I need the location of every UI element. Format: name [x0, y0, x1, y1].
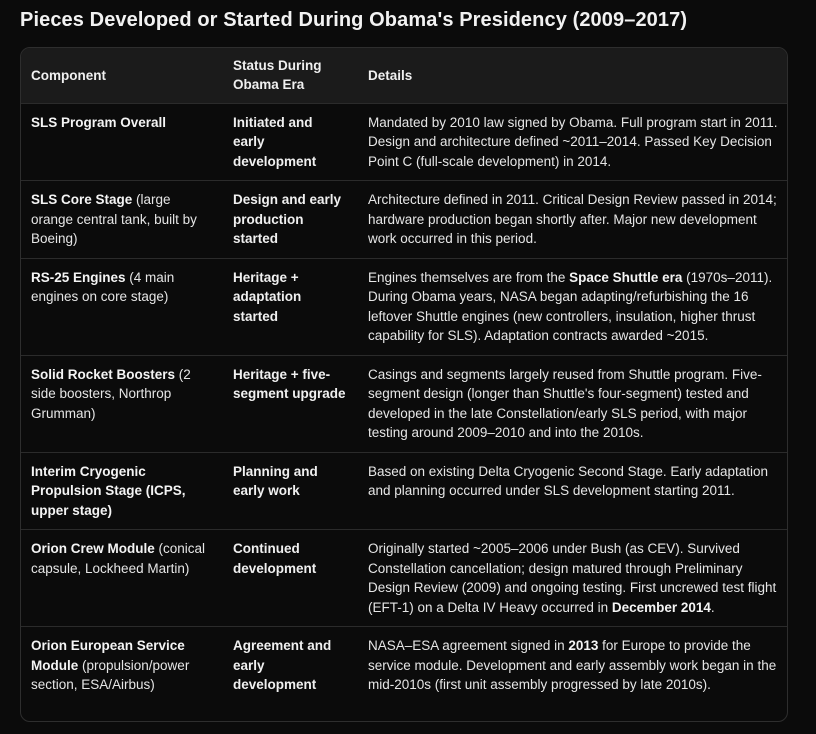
cell-component	[21, 103, 223, 181]
cell-details-segment: (1970s–2011). During Obama years, NASA began adapting/refurbishing the 16 leftover Shuttle engines (new controllers, insulation, higher thrust capability for SLS). Adaptation contracts awarded ~2015.	[368, 269, 773, 343]
cell-details-segment: 2013	[568, 638, 599, 653]
cell-details	[357, 103, 787, 181]
cell-status: Agreement and early development	[233, 638, 332, 692]
cell-details	[357, 530, 787, 627]
cell-details-segment: December 2014	[611, 599, 711, 615]
header-row	[21, 48, 787, 103]
cell-component-segment: (2 side boosters, Northrop Grumman)	[31, 366, 191, 421]
cell-component-segment: (large orange central tank, built by Boeing)	[31, 192, 197, 246]
table-row	[21, 530, 787, 627]
cell-details	[357, 452, 787, 530]
cell-component	[21, 530, 223, 627]
cell-details-segment: .	[710, 599, 715, 615]
table-row	[21, 103, 787, 181]
header-status: Status During Obama Era	[233, 58, 322, 93]
cell-component-segment: Orion European Service Module	[31, 638, 185, 673]
cell-status: Planning and early work	[233, 463, 318, 498]
table-header	[21, 48, 787, 103]
cell-status: Initiated and early development	[233, 114, 317, 169]
comparison-table	[20, 47, 788, 722]
cell-status: Heritage + five-segment upgrade	[233, 366, 346, 401]
cell-component-segment: SLS Core Stage	[31, 192, 133, 207]
cell-component	[21, 355, 223, 452]
cell-component	[21, 258, 223, 355]
cell-status: Continued development	[233, 541, 317, 576]
cell-status: Design and early production started	[233, 192, 342, 246]
cell-details-segment: Originally started ~2005–2006 under Bush (as CEV). Survived Constellation cancellation; design matured through Preliminary Design Review (2009) and ongoing testing. First uncrewed test flight (EFT-1) on a Delta IV Heavy occurred in	[368, 541, 777, 615]
cell-component-segment: (4 main engines on core stage)	[31, 269, 175, 304]
cell-details-segment: Casings and segments largely reused from Shuttle program. Five-segment design (longer than Shuttle's four-segment) tested and developed in the late Constellation/early SLS period, with major testing around 2009–2010 and into the 2010s.	[368, 366, 762, 440]
table-row	[21, 355, 787, 452]
header-details: Details	[368, 67, 413, 83]
cell-details	[357, 258, 787, 355]
header-component: Component	[31, 67, 106, 83]
cell-component-segment: SLS Program Overall	[31, 114, 167, 130]
cell-details	[357, 181, 787, 259]
cell-component	[21, 452, 223, 530]
cell-component-segment: Orion Crew Module	[31, 541, 155, 556]
page-title: Pieces Developed or Started During Obama's Presidency (2009–2017)	[20, 9, 688, 31]
cell-details-segment: Architecture defined in 2011. Critical Design Review passed in 2014; hardware production began shortly after. Major new development work occurred in this period.	[368, 192, 777, 246]
table-body	[21, 103, 787, 704]
table	[21, 48, 787, 704]
cell-details-segment: Mandated by 2010 law signed by Obama. Full program start in 2011. Design and architecture defined ~2011–2014. Passed Key Decision Point C (full-scale development) in 2014.	[368, 114, 778, 169]
cell-details-segment: NASA–ESA agreement signed in	[368, 638, 569, 653]
cell-component-segment: Solid Rocket Boosters	[31, 366, 176, 382]
cell-component	[21, 181, 223, 259]
cell-component-segment: (propulsion/power section, ESA/Airbus)	[31, 657, 190, 692]
cell-details	[357, 355, 787, 452]
cell-component-segment: RS-25 Engines	[31, 269, 126, 285]
table-row	[21, 258, 787, 355]
cell-component-segment: Interim Cryogenic Propulsion Stage (ICPS, upper stage)	[31, 463, 186, 518]
cell-details	[357, 627, 787, 704]
cell-status: Heritage + adaptation started	[233, 269, 302, 324]
table-row	[21, 627, 787, 704]
cell-component-segment: (conical capsule, Lockheed Martin)	[31, 541, 206, 576]
cell-component	[21, 627, 223, 704]
cell-details-segment: for Europe to provide the service module. Development and early assembly work began in the mid-2010s (first unit assembly progressed by late 2010s).	[368, 638, 777, 692]
table-row	[21, 181, 787, 259]
cell-details-segment: Engines themselves are from the	[368, 269, 570, 285]
cell-details-segment: Space Shuttle era	[569, 269, 683, 285]
table-row	[21, 452, 787, 530]
cell-details-segment: Based on existing Delta Cryogenic Second Stage. Early adaptation and planning occurred under SLS development starting 2011.	[368, 463, 768, 498]
